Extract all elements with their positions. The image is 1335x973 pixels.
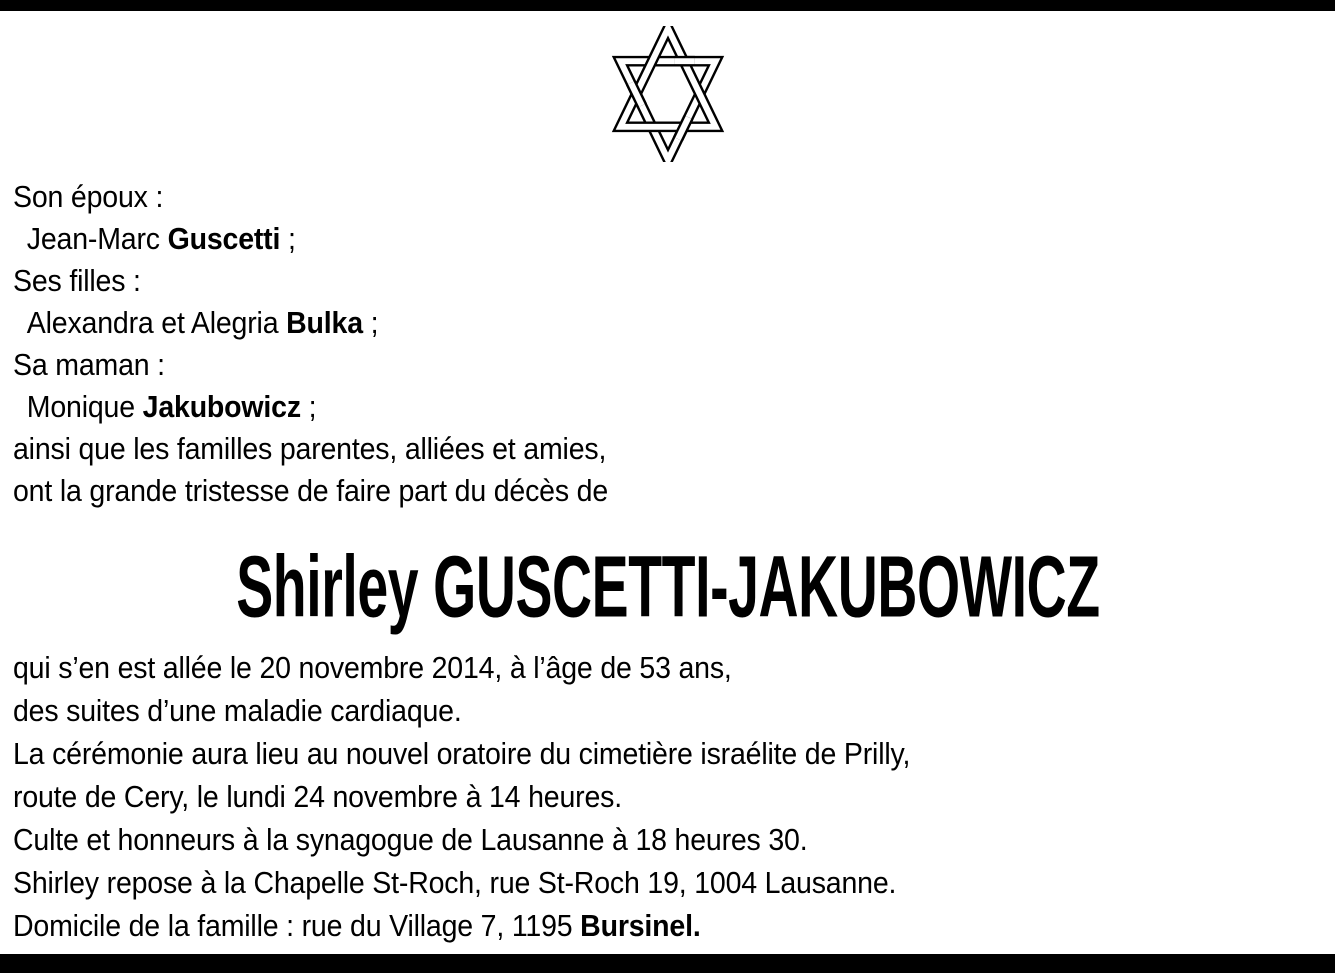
family-line-name xyxy=(13,386,608,428)
ceremony-line xyxy=(13,732,910,775)
line-text: qui s’en est allée le 20 novembre 2014, à l’âge de 53 ans, xyxy=(13,650,732,685)
top-border-bar xyxy=(0,0,1335,11)
line-text: route de Cery, le lundi 24 novembre à 14 heures. xyxy=(13,779,622,814)
bottom-border-bar xyxy=(0,954,1335,973)
family-announcement-block xyxy=(13,176,608,512)
death-details-line xyxy=(13,689,910,732)
family-surname: Guscetti xyxy=(167,221,281,256)
line-text: ont la grande tristesse de faire part du décès de xyxy=(13,473,609,508)
family-line-name xyxy=(13,218,608,260)
family-surname: Jakubowicz xyxy=(142,389,301,424)
family-line-closing xyxy=(13,428,608,470)
line-text: Ses filles : xyxy=(13,263,141,298)
ceremony-line xyxy=(13,775,910,818)
line-text: Monique xyxy=(26,389,143,424)
family-line-name xyxy=(13,302,608,344)
line-text: Alexandra et Alegria xyxy=(26,305,287,340)
line-text: Jean-Marc xyxy=(26,221,168,256)
line-text: ainsi que les familles parentes, alliées et amies, xyxy=(13,431,607,466)
family-surname: Bulka xyxy=(286,305,363,340)
line-text: ; xyxy=(362,305,379,340)
family-line-relation xyxy=(13,260,608,302)
deceased-name-title xyxy=(0,538,1335,634)
star-of-david-icon xyxy=(607,26,729,162)
ceremony-details-block xyxy=(13,646,910,947)
culte-line xyxy=(13,818,910,861)
line-text: Shirley repose à la Chapelle St-Roch, rue St-Roch 19, 1004 Lausanne. xyxy=(13,865,897,900)
repose-line xyxy=(13,861,910,904)
line-text: La cérémonie aura lieu au nouvel oratoire du cimetière israélite de Prilly, xyxy=(13,736,911,771)
line-text: Sa maman : xyxy=(13,347,165,382)
domicile-line xyxy=(13,904,910,947)
line-text: Son époux : xyxy=(13,179,164,214)
family-line-relation xyxy=(13,176,608,218)
death-details-line xyxy=(13,646,910,689)
line-text: ; xyxy=(280,221,296,256)
domicile-town: Bursinel. xyxy=(580,908,701,943)
deceased-name: Shirley GUSCETTI-JAKUBOWICZ xyxy=(235,537,1100,635)
line-text: des suites d’une maladie cardiaque. xyxy=(13,693,462,728)
line-text: Culte et honneurs à la synagogue de Lausanne à 18 heures 30. xyxy=(13,822,808,857)
family-line-relation xyxy=(13,344,608,386)
line-text: ; xyxy=(300,389,317,424)
line-text: Domicile de la famille : rue du Village 7, 1195 xyxy=(13,908,581,943)
family-line-closing xyxy=(13,470,608,512)
